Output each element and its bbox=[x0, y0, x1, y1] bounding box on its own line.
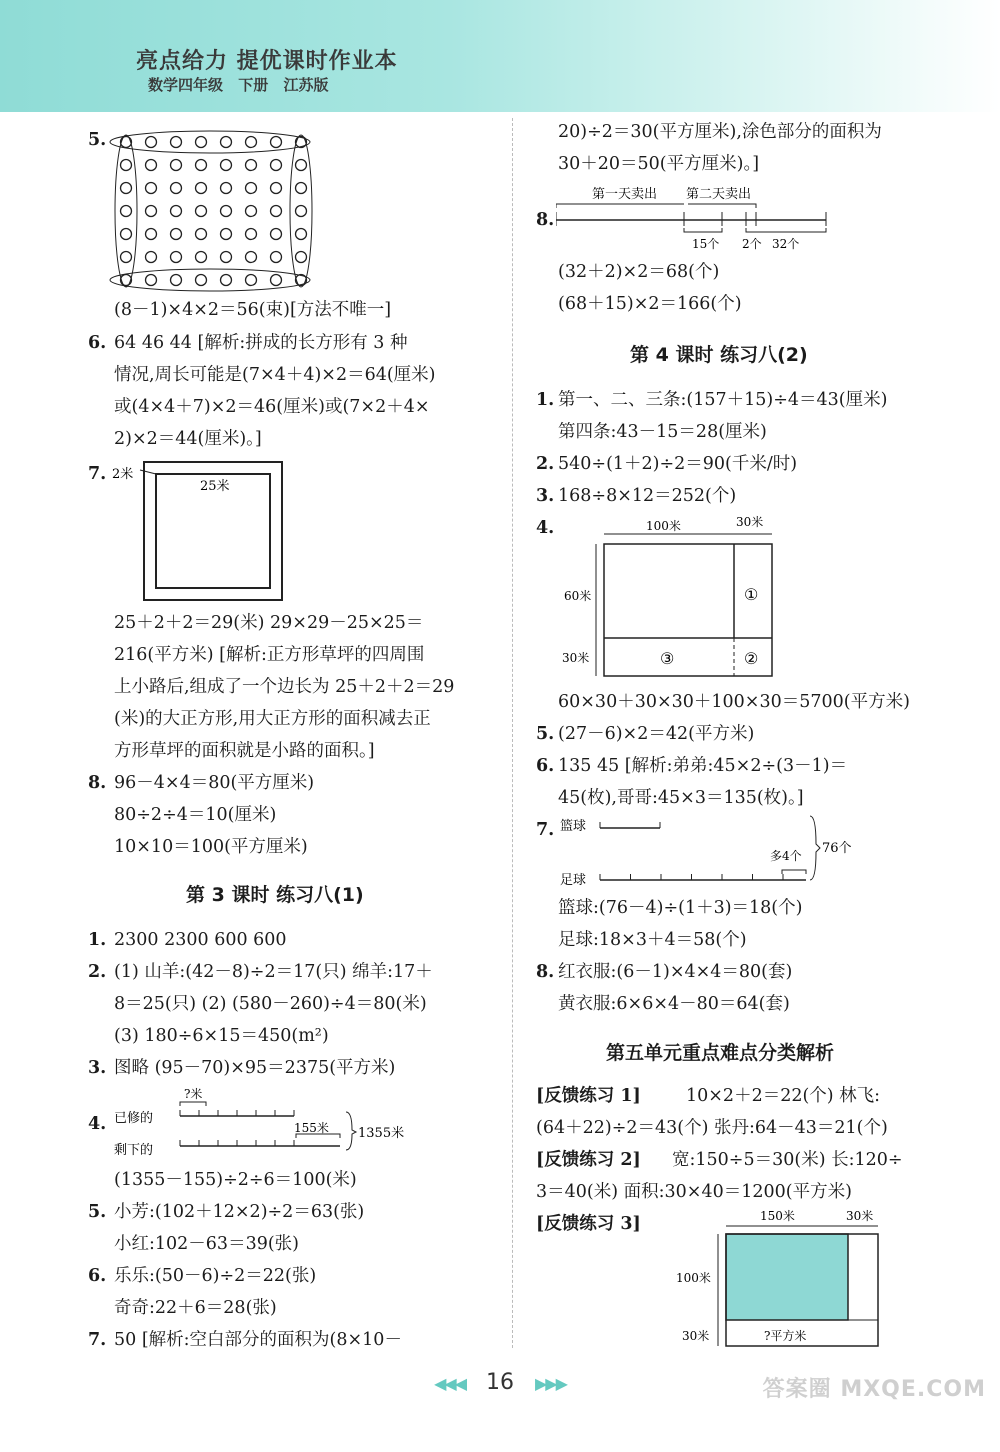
s4-q4-cell-2: ② bbox=[744, 649, 759, 668]
q6-line-1: 64 46 44 [解析:拼成的长方形有 3 种 bbox=[114, 333, 408, 353]
s3-q3-text: 图略 (95－70)×95＝2375(平方米) bbox=[114, 1058, 396, 1078]
s3-q1-text: 2300 2300 600 600 bbox=[114, 930, 287, 950]
s4-q7-label-76: 76个 bbox=[822, 841, 852, 856]
flower-dot bbox=[121, 206, 132, 217]
s4-q4-formula: 60×30＋30×30＋100×30＝5700(平方米) bbox=[558, 692, 910, 712]
flower-dot bbox=[296, 206, 307, 217]
s3-q4-label-155: 155米 bbox=[294, 1121, 329, 1135]
flower-dot bbox=[271, 137, 282, 148]
flower-dot bbox=[196, 229, 207, 240]
flower-dot bbox=[221, 206, 232, 217]
s3-q6-line-2: 奇奇:22＋6＝28(张) bbox=[114, 1298, 277, 1318]
s3-q6-line-1: 乐乐:(50－6)÷2＝22(张) bbox=[114, 1266, 317, 1286]
flower-dot bbox=[171, 160, 182, 171]
r-q8-number: 8. bbox=[536, 210, 555, 230]
flower-dot bbox=[146, 252, 157, 263]
q7-line-5: 方形草坪的面积就是小路的面积。] bbox=[114, 741, 375, 761]
flower-dot bbox=[246, 137, 257, 148]
s4-q4-number: 4. bbox=[536, 518, 555, 538]
q7-lawn-diagram bbox=[110, 458, 290, 604]
flower-dot bbox=[221, 229, 232, 240]
q6-line-3: 或(4×4＋7)×2＝46(厘米)或(7×2＋4× bbox=[114, 397, 430, 417]
fb2-line-2: 3＝40(米) 面积:30×40＝1200(平方米) bbox=[536, 1182, 852, 1202]
flower-dot bbox=[171, 183, 182, 194]
s4-q2-number: 2. bbox=[536, 454, 555, 474]
s4-q4-cell-1: ① bbox=[744, 585, 759, 604]
flower-dot bbox=[271, 206, 282, 217]
flower-dot bbox=[121, 275, 132, 286]
q7-line-4: (米)的大正方形,用大正方形的面积减去正 bbox=[114, 709, 431, 729]
flower-dot bbox=[171, 252, 182, 263]
s3-q5-line-2: 小红:102－63＝39(张) bbox=[114, 1234, 299, 1254]
s3-q2-number: 2. bbox=[88, 962, 107, 982]
s4-q8-number: 8. bbox=[536, 962, 555, 982]
s4-q4-label-100: 100米 bbox=[646, 519, 681, 533]
r-cont-line-1: 20)÷2＝30(平方厘米),涂色部分的面积为 bbox=[558, 122, 882, 142]
book-subtitle: 数学四年级 下册 江苏版 bbox=[148, 76, 329, 94]
flower-dot bbox=[196, 183, 207, 194]
s4-q8-line-1: 红衣服:(6－1)×4×4＝80(套) bbox=[558, 962, 793, 982]
flower-dot bbox=[221, 275, 232, 286]
q5-formula: (8－1)×4×2＝56(束)[方法不唯一] bbox=[114, 300, 392, 320]
flower-dot bbox=[196, 206, 207, 217]
s4-q1-number: 1. bbox=[536, 390, 555, 410]
s4-q4-label-60: 60米 bbox=[564, 589, 592, 603]
s3-q5-number: 5. bbox=[88, 1202, 107, 1222]
s3-q4-label-built: 已修的 bbox=[114, 1111, 154, 1126]
flower-dot bbox=[246, 275, 257, 286]
s4-q7-segment-diagram bbox=[560, 814, 880, 894]
q7-line-3: 上小路后,组成了一个边长为 25＋2＋2＝29 bbox=[114, 677, 455, 697]
flower-dot bbox=[196, 160, 207, 171]
flower-dot bbox=[246, 183, 257, 194]
s3-q4-label-q: ?米 bbox=[184, 1087, 203, 1101]
flower-dot bbox=[146, 206, 157, 217]
q8-line-1: 96－4×4＝80(平方厘米) bbox=[114, 773, 315, 793]
s4-q8-line-2: 黄衣服:6×6×4－80＝64(套) bbox=[558, 994, 790, 1014]
fb3-label-30-top: 30米 bbox=[846, 1209, 874, 1223]
s3-q4-label-left: 剩下的 bbox=[114, 1143, 154, 1158]
flower-dot bbox=[196, 252, 207, 263]
section-5-title: 第五单元重点难点分类解析 bbox=[606, 1042, 835, 1064]
flower-dot bbox=[146, 137, 157, 148]
q6-line-4: 2)×2＝44(厘米)。] bbox=[114, 429, 262, 449]
s4-q4-rect-diagram bbox=[556, 512, 786, 682]
s4-q7-number: 7. bbox=[536, 820, 555, 840]
q8-line-2: 80÷2÷4＝10(厘米) bbox=[114, 805, 277, 825]
s4-q1-line-1: 第一、二、三条:(157＋15)÷4＝43(厘米) bbox=[558, 390, 888, 410]
s4-q3-number: 3. bbox=[536, 486, 555, 506]
s4-q7-line-2: 足球:18×3＋4＝58(个) bbox=[558, 930, 747, 950]
r-q8-line-2: (68＋15)×2＝166(个) bbox=[558, 294, 742, 314]
group-ellipse bbox=[110, 131, 310, 153]
s3-q7-number: 7. bbox=[88, 1330, 107, 1350]
s3-q4-formula: (1355－155)÷2÷6＝100(米) bbox=[114, 1170, 357, 1190]
s4-q1-line-2: 第四条:43－15＝28(厘米) bbox=[558, 422, 767, 442]
fb2-line-1: 宽:150÷5＝30(米) 长:120÷ bbox=[672, 1150, 903, 1170]
section-3-title: 第 3 课时 练习八(1) bbox=[186, 884, 364, 906]
r-q8-label-day1: 第一天卖出 bbox=[592, 187, 658, 202]
fb1-line-2: (64＋22)÷2＝43(个) 张丹:64－43＝21(个) bbox=[536, 1118, 888, 1138]
s3-q2-line-2: 8＝25(只) (2) (580－260)÷4＝80(米) bbox=[114, 994, 427, 1014]
s4-q4-label-30-left: 30米 bbox=[562, 651, 590, 665]
s3-q2-line-1: (1) 山羊:(42－8)÷2＝17(只) 绵羊:17＋ bbox=[114, 962, 433, 982]
flower-dot bbox=[271, 275, 282, 286]
flower-dot bbox=[171, 275, 182, 286]
q8-line-3: 10×10＝100(平方厘米) bbox=[114, 837, 308, 857]
flower-dot bbox=[246, 160, 257, 171]
flower-dot bbox=[221, 183, 232, 194]
r-cont-line-2: 30＋20＝50(平方厘米)。] bbox=[558, 154, 760, 174]
flower-dot bbox=[121, 183, 132, 194]
fb3-label-100: 100米 bbox=[676, 1271, 711, 1285]
flower-dot bbox=[271, 229, 282, 240]
s3-q7-text: 50 [解析:空白部分的面积为(8×10－ bbox=[114, 1330, 402, 1350]
r-q8-label-15: 15个 bbox=[692, 237, 720, 251]
flower-dot bbox=[146, 229, 157, 240]
s4-q4-cell-3: ③ bbox=[660, 649, 675, 668]
flower-dot bbox=[146, 275, 157, 286]
s3-q4-segment-diagram bbox=[114, 1082, 414, 1166]
fb3-label-30-left: 30米 bbox=[682, 1329, 710, 1343]
flower-dot bbox=[121, 137, 132, 148]
flower-dot bbox=[121, 229, 132, 240]
q7-line-1: 25＋2＋2＝29(米) 29×29－25×25＝ bbox=[114, 613, 424, 633]
r-q8-label-day2: 第二天卖出 bbox=[686, 187, 752, 202]
book-title: 亮点给力 提优课时作业本 bbox=[136, 49, 398, 74]
flower-dot bbox=[296, 229, 307, 240]
flower-dot bbox=[246, 252, 257, 263]
flower-dot bbox=[246, 206, 257, 217]
s3-q3-number: 3. bbox=[88, 1058, 107, 1078]
q5-flower-grid bbox=[108, 122, 328, 292]
flower-dot bbox=[221, 160, 232, 171]
q7-number: 7. bbox=[88, 464, 107, 484]
s4-q4-label-30-top: 30米 bbox=[736, 515, 764, 529]
s4-q7-line-1: 篮球:(76－4)÷(1＋3)＝18(个) bbox=[558, 898, 803, 918]
fb3-label-150: 150米 bbox=[760, 1209, 795, 1223]
flower-dot bbox=[146, 160, 157, 171]
flower-dot bbox=[171, 229, 182, 240]
s4-q5-number: 5. bbox=[536, 724, 555, 744]
r-q8-line-1: (32＋2)×2＝68(个) bbox=[558, 262, 720, 282]
q5-number: 5. bbox=[88, 130, 107, 150]
q8-number: 8. bbox=[88, 773, 107, 793]
flower-dot bbox=[221, 137, 232, 148]
fb3-label-q: ?平方米 bbox=[764, 1329, 807, 1343]
s4-q7-label-football: 足球 bbox=[560, 873, 587, 888]
s3-q6-number: 6. bbox=[88, 1266, 107, 1286]
flower-dot bbox=[171, 137, 182, 148]
flower-dot bbox=[171, 206, 182, 217]
flower-dot bbox=[121, 252, 132, 263]
s4-q2-text: 540÷(1＋2)÷2＝90(千米/时) bbox=[558, 454, 798, 474]
group-ellipse bbox=[110, 269, 310, 291]
section-4-title: 第 4 课时 练习八(2) bbox=[630, 344, 808, 366]
s4-q5-text: (27－6)×2＝42(平方米) bbox=[558, 724, 755, 744]
fb2-tag: [反馈练习 2] bbox=[536, 1150, 641, 1170]
q7-label-25m: 25米 bbox=[200, 479, 230, 494]
s3-q1-number: 1. bbox=[88, 930, 107, 950]
r-q8-segment-diagram bbox=[556, 182, 846, 256]
flower-dot bbox=[271, 160, 282, 171]
q7-line-2: 216(平方米) [解析:正方形草坪的四周围 bbox=[114, 645, 425, 665]
fb3-rect-diagram bbox=[668, 1206, 888, 1352]
flower-dot bbox=[296, 252, 307, 263]
flower-dot bbox=[196, 137, 207, 148]
fb1-line-1: 10×2＋2＝22(个) 林飞: bbox=[686, 1086, 881, 1106]
flower-dot bbox=[146, 183, 157, 194]
q6-line-2: 情况,周长可能是(7×4＋4)×2＝64(厘米) bbox=[114, 365, 436, 385]
prev-arrows-icon: ◀◀◀ bbox=[434, 1374, 465, 1393]
r-q8-label-32: 32个 bbox=[772, 237, 800, 251]
flower-dot bbox=[296, 183, 307, 194]
fb3-tag: [反馈练习 3] bbox=[536, 1214, 641, 1234]
watermark: 答案圈 MXQE.COM bbox=[762, 1377, 986, 1402]
s4-q6-number: 6. bbox=[536, 756, 555, 776]
s3-q2-line-3: (3) 180÷6×15＝450(m²) bbox=[114, 1026, 329, 1046]
next-arrows-icon: ▶▶▶ bbox=[535, 1374, 566, 1393]
s4-q6-line-2: 45(枚),哥哥:45×3＝135(枚)。] bbox=[558, 788, 804, 808]
page-number: 16 bbox=[486, 1370, 514, 1395]
fb1-tag: [反馈练习 1] bbox=[536, 1086, 641, 1106]
group-ellipse bbox=[290, 135, 312, 287]
flower-dot bbox=[121, 160, 132, 171]
flower-dot bbox=[246, 229, 257, 240]
s4-q7-label-basketball: 篮球 bbox=[560, 819, 587, 834]
column-divider bbox=[512, 118, 513, 1348]
s3-q4-label-1355: 1355米 bbox=[358, 1126, 405, 1141]
s3-q5-line-1: 小芳:(102＋12×2)÷2＝63(张) bbox=[114, 1202, 365, 1222]
s4-q3-text: 168÷8×12＝252(个) bbox=[558, 486, 737, 506]
page-header bbox=[0, 0, 1000, 112]
flower-dot bbox=[221, 252, 232, 263]
group-ellipse bbox=[115, 135, 137, 287]
flower-dot bbox=[196, 275, 207, 286]
flower-dot bbox=[271, 252, 282, 263]
r-q8-label-2: 2个 bbox=[742, 237, 762, 251]
flower-dot bbox=[296, 160, 307, 171]
q6-number: 6. bbox=[88, 333, 107, 353]
flower-dot bbox=[271, 183, 282, 194]
q7-label-2m: 2米 bbox=[112, 467, 134, 482]
s3-q4-number: 4. bbox=[88, 1114, 107, 1134]
s4-q6-line-1: 135 45 [解析:弟弟:45×2÷(3－1)＝ bbox=[558, 756, 848, 776]
s4-q7-label-more4: 多4个 bbox=[770, 849, 802, 863]
